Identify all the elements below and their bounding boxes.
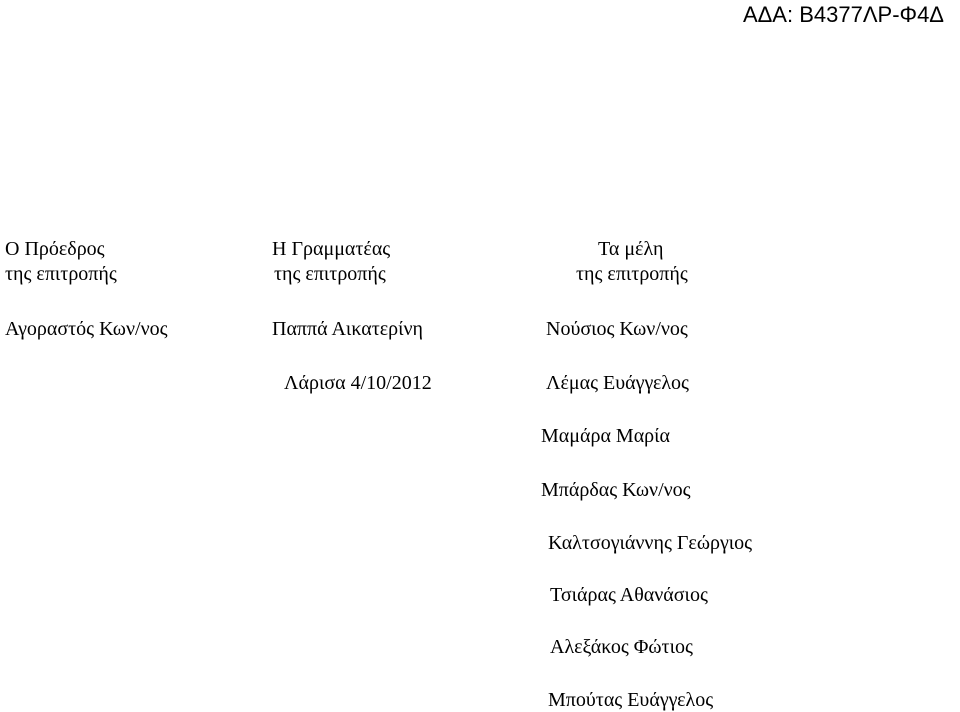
- secretary-name: Παππά Αικατερίνη: [272, 318, 423, 340]
- secretary-title: Η Γραμματέας: [272, 238, 391, 260]
- member-name: Λέμας Ευάγγελος: [546, 372, 689, 394]
- ada-code: ΑΔΑ: Β4377ΛΡ-Φ4Δ: [742, 2, 944, 27]
- members-title: Τα μέλη: [598, 238, 664, 260]
- member-name: Μπάρδας Κων/νος: [541, 479, 691, 501]
- place-date: Λάρισα 4/10/2012: [284, 372, 432, 394]
- member-name: Τσιάρας Αθανάσιος: [550, 584, 708, 606]
- member-name: Καλτσογιάννης Γεώργιος: [548, 532, 753, 554]
- member-name: Μπούτας Ευάγγελος: [548, 689, 714, 711]
- secretary-committee: της επιτροπής: [274, 263, 386, 285]
- member-name: Νούσιος Κων/νος: [546, 318, 688, 340]
- president-title: Ο Πρόεδρος: [5, 238, 105, 260]
- president-name: Αγοραστός Κων/νος: [5, 318, 168, 340]
- members-committee: της επιτροπής: [576, 263, 688, 285]
- president-committee: της επιτροπής: [5, 263, 117, 285]
- member-name: Αλεξάκος Φώτιος: [550, 636, 693, 658]
- member-name: Μαμάρα Μαρία: [541, 425, 671, 447]
